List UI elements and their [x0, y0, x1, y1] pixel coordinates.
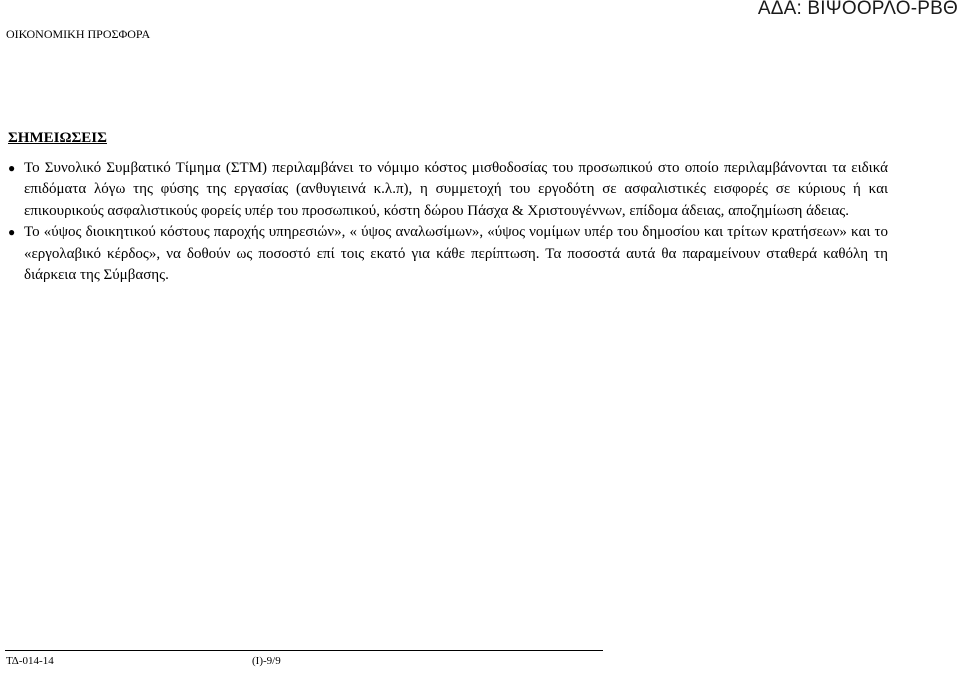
document-header-title: ΟΙΚΟΝΟΜΙΚΗ ΠΡΟΣΦΟΡΑ [6, 27, 151, 41]
note-text: Το Συνολικό Συμβατικό Τίμημα (ΣΤΜ) περιλαμβάνει το νόμιμο κόστος μισθοδοσίας του προσωπικού στο οποίο περιλαμβάνονται τα ειδικά επιδόματα λόγω της φύσης της εργασίας (ανθυγιεινά κ.λ.π), η συμμετοχή του εργοδότη σε ασφαλιστικές εισφορές σε κύριους ή και επικουρικούς ασφαλιστικούς φορείς υπέρ του προσωπικού, κόστη δώρου Πάσχα & Χριστουγέννων, επίδομα άδειας, αποζημίωση άδειας. [24, 159, 888, 219]
footer-divider [5, 650, 603, 651]
bullet-icon: ● [8, 160, 16, 175]
footer-page-number: (Ι)-9/9 [252, 655, 281, 667]
ada-code: ΑΔΑ: ΒΙΨΟΟΡΛΟ-ΡΒΘ [757, 0, 958, 19]
note-text: Το «ύψος διοικητικού κόστους παροχής υπηρεσιών», « ύψος αναλωσίμων», «ύψος νομίμων υπέρ του δημοσίου και τρίτων κρατήσεων» και το «εργολαβικό κέρδος», να δοθούν ως ποσοστό επί τοις εκατό για κάθε περίπτωση. Τα ποσοστά αυτά θα παραμείνουν σταθερά καθόλη τη διάρκεια της Σύμβασης. [24, 224, 888, 283]
bullet-icon: ● [8, 225, 16, 239]
note-item [8, 158, 888, 223]
notes-title: ΣΗΜΕΙΩΣΕΙΣ [8, 130, 107, 146]
note-item [8, 222, 888, 287]
notes-list [8, 158, 888, 287]
notes-section [8, 128, 888, 287]
footer-doc-code: ΤΔ-014-14 [6, 655, 54, 667]
